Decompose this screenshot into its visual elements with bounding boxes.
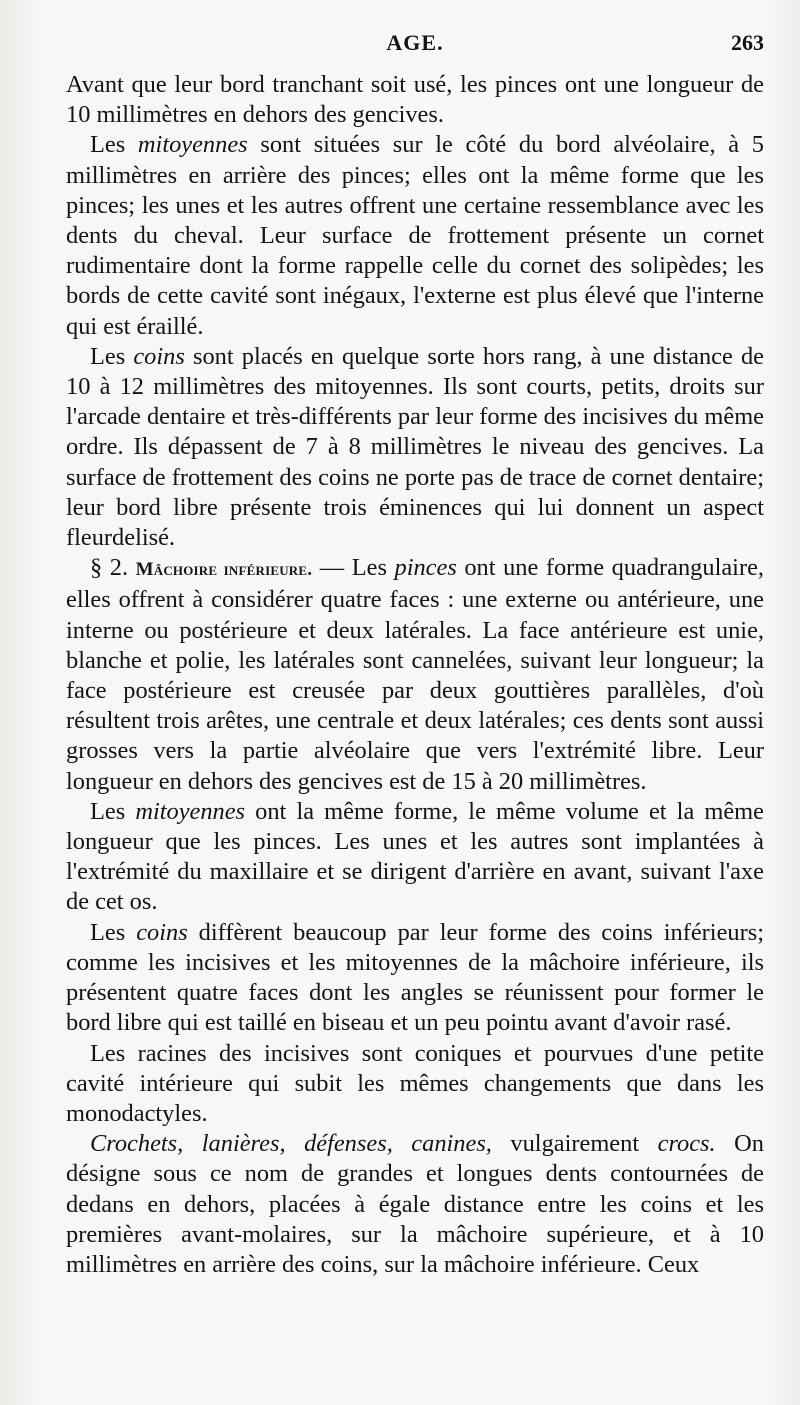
paragraph-text: diffèrent beaucoup par leur forme des coins inférieurs; comme les incisives et les mitoyennes de la mâchoire inférieure, ils présentent quatre faces dont les angles se réunissent pour former le bord libre qui est taillé en biseau et un peu pointu avant d'avoir rasé. (66, 918, 764, 1037)
italic-term: mitoyennes (135, 797, 246, 825)
paragraph-text: Avant que leur bord tranchant soit usé, les pinces ont une longueur de 10 millimètres en dehors des gencives. (66, 71, 764, 129)
paragraph-5 (66, 797, 764, 918)
paragraph-text: On désigne sous ce nom de grandes et longues dents contournées de dedans en dehors, placées à égale distance entre les coins et les premières avant-molaires, sur la mâchoire supérieure, et à 10 millimètres en arrière des coins, sur la mâchoire inférieure. Ceux (66, 1130, 764, 1278)
paragraph-text: vulgairement (491, 1130, 658, 1158)
italic-term: coins (133, 342, 185, 370)
paragraph-text: Les (90, 342, 134, 370)
paragraph-section-2 (66, 553, 764, 797)
paragraph-3 (66, 342, 764, 553)
italic-term: crocs. (657, 1130, 716, 1158)
body-text (66, 70, 764, 1280)
italic-term: coins (136, 918, 188, 946)
paragraph-2 (66, 130, 764, 341)
page-header (66, 30, 764, 70)
paragraph-text: sont placés en quelque sorte hors rang, à une distance de 10 à 12 millimètres des mitoyennes. Ils sont courts, petits, droits sur l'arcade dentaire et très-différents par leur forme des incisives du même ordre. Ils dépassent de 7 à 8 millimètres le niveau des gencives. La surface de frottement des coins ne porte pas de trace de cornet dentaire; leur bord libre présente trois éminences qui lui donnent un aspect fleurdelisé. (66, 342, 764, 552)
paragraph-7 (66, 1039, 764, 1130)
italic-term: Crochets, lanières, défenses, canines, (90, 1130, 492, 1158)
paragraph-text: ont une forme quadrangulaire, elles offrent à considérer quatre faces : une externe ou antérieure, une interne ou postérieure et deux latérales. La face antérieure est unie, blanche et polie, les latérales sont cannelées, suivant leur longueur; la face postérieure est creusée par deux gouttières parallèles, d'où résultent trois arêtes, une centrale et deux latérales; ces dents sont aussi grosses vers la partie alvéolaire que vers l'extrémité libre. Leur longueur en dehors des gencives est de 15 à 20 millimètres. (66, 554, 765, 795)
italic-term: mitoyennes (137, 131, 248, 159)
paragraph-text: Les (90, 918, 137, 946)
paragraph-8 (66, 1129, 764, 1280)
paragraph-text: — Les (312, 554, 395, 582)
page-number: 263 (731, 30, 764, 55)
paragraph-text: Les (90, 797, 136, 825)
italic-term: pinces (394, 554, 457, 582)
paragraph-text: sont situées sur le côté du bord alvéolaire, à 5 millimètres en arrière des pinces; elles ont la même forme que les pinces; les unes et les autres offrent une certaine ressemblance avec les dents du cheval. Leur surface de frottement présente un cornet rudimentaire dont la forme rappelle celle du cornet des solipèdes; les bords de cette cavité sont inégaux, l'externe est plus élevé que l'interne qui est éraillé. (66, 131, 764, 340)
paragraph-text: ont la même forme, le même volume et la même longueur que les pinces. Les unes et les autres sont implantées à l'extrémité du maxillaire et se dirigent d'arrière en avant, suivant l'axe de cet os. (66, 797, 764, 916)
paragraph-text: Les (90, 131, 138, 159)
paragraph-6 (66, 918, 764, 1039)
section-sign: § 2. (90, 554, 136, 582)
running-title: AGE. (386, 30, 444, 55)
paragraph-1 (66, 70, 764, 130)
section-heading: Mâchoire inférieure. (135, 559, 313, 581)
paragraph-text: Les racines des incisives sont coniques et pourvues d'une petite cavité intérieure qui subit les mêmes changements que dans les monodactyles. (66, 1039, 764, 1127)
